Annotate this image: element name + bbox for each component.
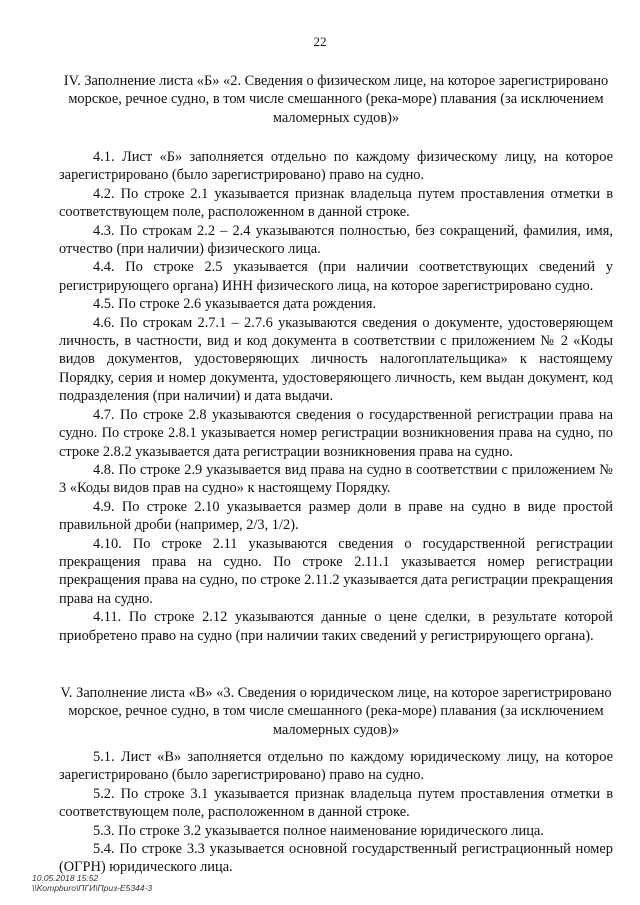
paragraph-4-7: 4.7. По строке 2.8 указываются сведения о государственной регистрации права на судно. По строке 2.8.1 указывается номер регистрации возникновения права на судно, по строке 2.8.2 указывается дата регистрации возникновения права на судно.	[59, 406, 613, 460]
paragraph-4-8: 4.8. По строке 2.9 указывается вид права на судно в соответствии с приложением № 3 «Коды видов прав на судно» к настоящему Порядку.	[59, 461, 613, 497]
paragraph-4-1: 4.1. Лист «Б» заполняется отдельно по каждому физическому лицу, на которое зарегистрировано (было зарегистрировано) право на судно.	[59, 149, 613, 184]
section-4-heading: IV. Заполнение листа «Б» «2. Сведения о физическом лице, на которое зарегистрировано морское, речное судно, в том числе смешанного (река-море) плавания (за исключением маломерных судов)»	[63, 73, 609, 126]
footer-file-path: \\Kompburo\ПГИ\Приз-E5344-3	[32, 883, 153, 893]
paragraph-4-6: 4.6. По строкам 2.7.1 – 2.7.6 указываются сведения о документе, удостоверяющем личность, в частности, вид и код документа в соответствии с приложением № 2 «Коды видов документов, удостоверяющих личность налогоплательщика» к настоящему Порядку, серия и номер документа, удостоверяющего личность, кем выдан документ, код подразделения (при наличии) и дата выдачи.	[59, 314, 613, 405]
page-number: 22	[313, 34, 327, 49]
paragraph-4-2: 4.2. По строке 2.1 указывается признак владельца путем проставления отметки в соответствующем поле, расположенном в данной строке.	[59, 185, 613, 221]
section-5-heading: V. Заполнение листа «В» «3. Сведения о юридическом лице, на которое зарегистрировано морское, речное судно, в том числе смешанного (река-море) плавания (за исключением маломерных судов)»	[60, 685, 612, 738]
section-5-body	[59, 748, 613, 877]
paragraph-5-4: 5.4. По строке 3.3 указывается основной государственный регистрационный номер (ОГРН) юридического лица.	[59, 841, 613, 876]
file-footer	[32, 873, 152, 893]
paragraph-4-5: 4.5. По строке 2.6 указывается дата рождения.	[93, 296, 377, 313]
paragraph-4-10: 4.10. По строке 2.11 указываются сведения о государственной регистрации прекращения права на судно. По строке 2.11.1 указывается номер регистрации прекращения права на судно, по строке 2.11.2 указывается дата регистрации прекращения права на судно.	[59, 535, 613, 607]
paragraph-4-9: 4.9. По строке 2.10 указывается размер доли в праве на судно в виде простой правильной дроби (например, 2/3, 1/2).	[59, 498, 613, 534]
paragraph-4-4: 4.4. По строке 2.5 указывается (при наличии соответствующих сведений у регистрирующего органа) ИНН физического лица, на которое зарегистрировано судно.	[59, 259, 613, 294]
paragraph-5-1: 5.1. Лист «В» заполняется отдельно по каждому юридическому лицу, на которое зарегистрировано (было зарегистрировано) право на судно.	[59, 749, 613, 784]
paragraph-4-11: 4.11. По строке 2.12 указываются данные о цене сделки, в результате которой приобретено право на судно (при наличии таких сведений у регистрирующего органа).	[59, 609, 613, 644]
section-4-body	[59, 148, 613, 645]
paragraph-5-3: 5.3. По строке 3.2 указывается полное наименование юридического лица.	[93, 822, 544, 839]
footer-timestamp: 10.05.2018 15:52	[32, 873, 99, 883]
paragraph-4-3: 4.3. По строкам 2.2 – 2.4 указываются полностью, без сокращений, фамилия, имя, отчество (при наличии) физического лица.	[59, 222, 613, 258]
paragraph-5-2: 5.2. По строке 3.1 указывается признак владельца путем проставления отметки в соответствующем поле, расположенном в данной строке.	[59, 785, 613, 821]
